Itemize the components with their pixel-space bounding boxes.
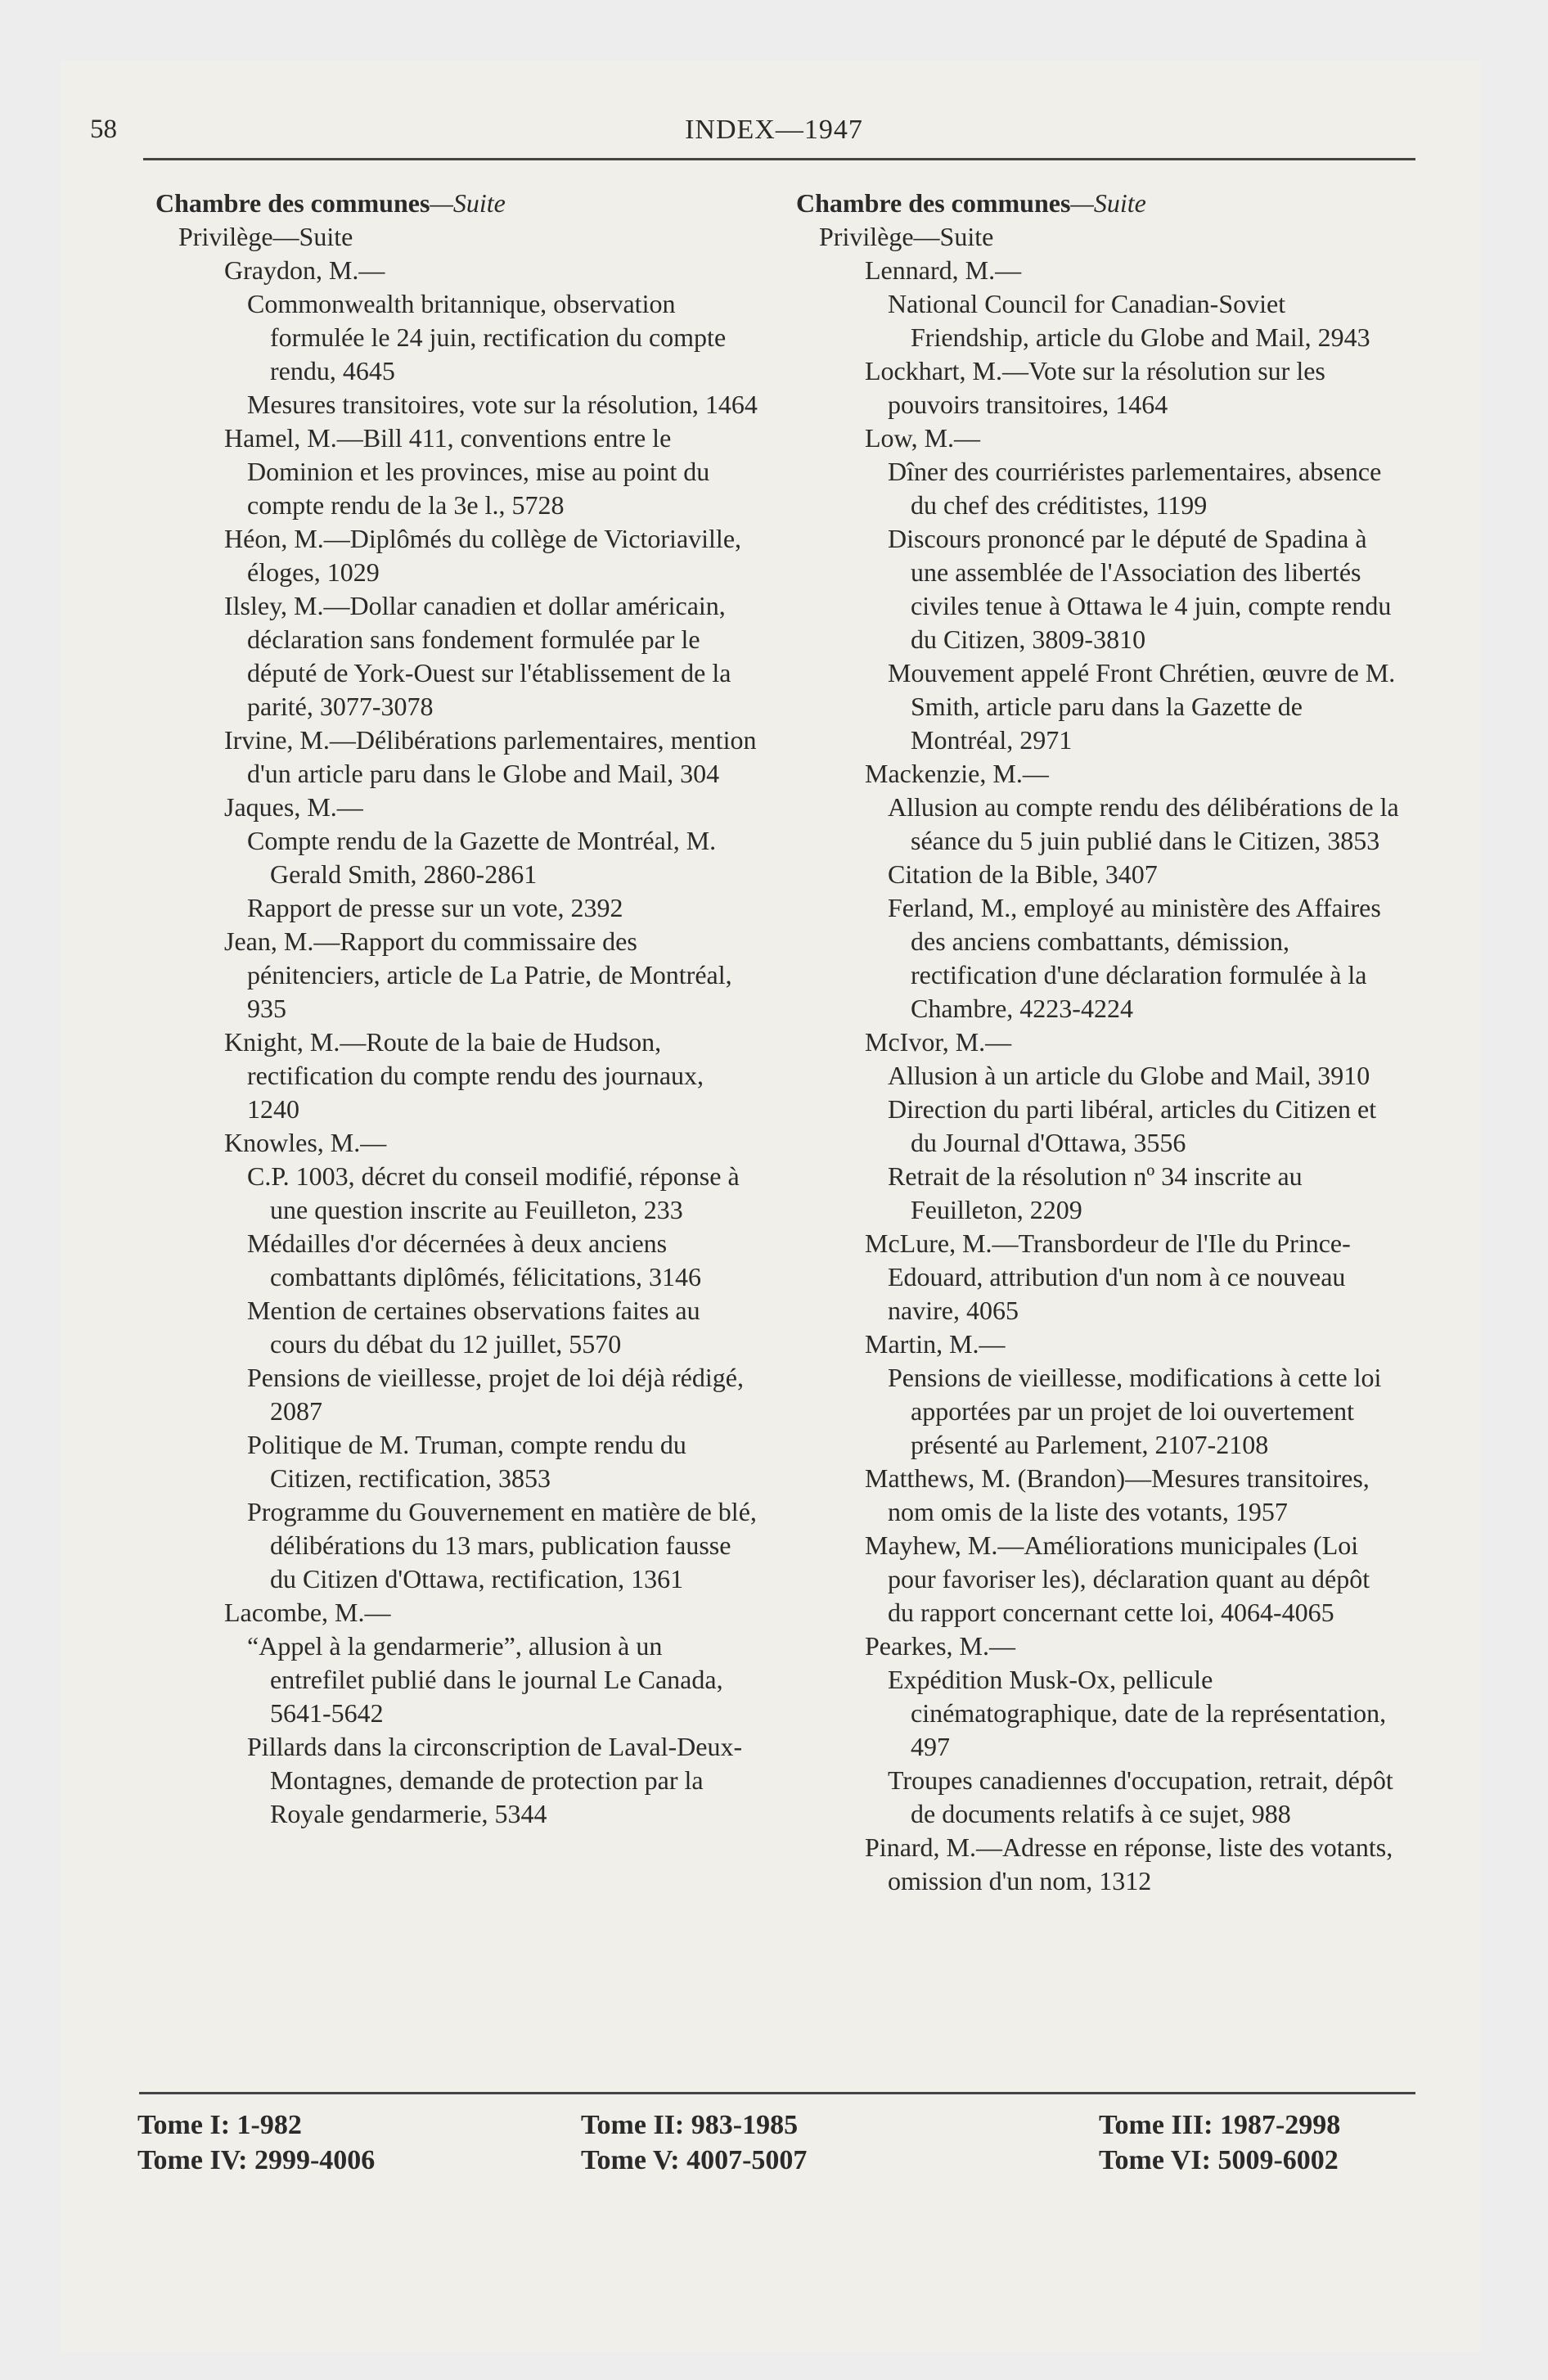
index-entry: Dîner des courriéristes parlementaires, absence du chef des créditistes, 1199: [888, 457, 1382, 520]
index-entry: Expédition Musk-Ox, pellicule cinématographique, date de la représentation, 497: [888, 1665, 1387, 1761]
index-entry: Graydon, M.—: [224, 255, 385, 285]
volume-range: Tome IV: 2999-4006: [137, 2145, 376, 2175]
volume-range: Tome VI: 5009-6002: [1099, 2145, 1339, 2175]
index-entry: Mesures transitoires, vote sur la résolution, 1464: [247, 390, 758, 419]
heading-suffix: —Suite: [430, 188, 506, 218]
index-entry: Jean, M.—Rapport du commissaire des pénitenciers, article de La Patrie, de Montréal, 935: [224, 926, 732, 1023]
index-entry: Low, M.—: [865, 423, 981, 453]
index-entry: Pillards dans la circonscription de Laval-Deux-Montagnes, demande de protection par la Royale gendarmerie, 5344: [247, 1732, 743, 1828]
index-entry: Retrait de la résolution nº 34 inscrite au Feuilleton, 2209: [888, 1161, 1303, 1224]
volume-range: Tome II: 983-1985: [581, 2110, 799, 2140]
index-entry: Privilège—Suite: [178, 222, 353, 251]
index-entry: Programme du Gouvernement en matière de blé, délibérations du 13 mars, publication fausse du Citizen d'Ottawa, rectification, 1361: [247, 1497, 757, 1593]
index-entry: Héon, M.—Diplômés du collège de Victoriaville, éloges, 1029: [224, 524, 742, 587]
footer-rule: [139, 2092, 1415, 2094]
index-entry: McLure, M.—Transbordeur de l'Ile du Prince-Edouard, attribution d'un nom à ce nouveau navire, 4065: [865, 1228, 1351, 1325]
index-entry: Lacombe, M.—: [224, 1598, 391, 1627]
index-entry: Commonwealth britannique, observation formulée le 24 juin, rectification du compte rendu, 4645: [247, 289, 727, 385]
index-entry: Discours prononcé par le député de Spadina à une assemblée de l'Association des libertés civiles tenue à Ottawa le 4 juin, compte rendu du Citizen, 3809-3810: [888, 524, 1392, 654]
footer-volumes-1: [137, 2107, 375, 2178]
index-entry: Pensions de vieillesse, modifications à cette loi apportées par un projet de loi ouvertement présenté au Parlement, 2107-2108: [888, 1363, 1382, 1459]
heading-text: Chambre des communes: [796, 188, 1071, 218]
heading-text: Chambre des communes: [155, 188, 430, 218]
index-entry: Mention de certaines observations faites au cours du débat du 12 juillet, 5570: [247, 1296, 700, 1359]
index-entry: Direction du parti libéral, articles du Citizen et du Journal d'Ottawa, 3556: [888, 1094, 1377, 1157]
index-entry: Knight, M.—Route de la baie de Hudson, rectification du compte rendu des journaux, 1240: [224, 1027, 704, 1124]
index-entry: Knowles, M.—: [224, 1128, 387, 1157]
index-entry: Matthews, M. (Brandon)—Mesures transitoires, nom omis de la liste des votants, 1957: [865, 1463, 1370, 1526]
index-entry: “Appel à la gendarmerie”, allusion à un entrefilet publié dans le journal Le Canada, 5641-5642: [247, 1631, 723, 1728]
entry-list: [155, 220, 761, 1831]
index-entry: Politique de M. Truman, compte rendu du Citizen, rectification, 3853: [247, 1430, 686, 1493]
index-entry: Pensions de vieillesse, projet de loi déjà rédigé, 2087: [247, 1363, 744, 1426]
index-entry: Rapport de presse sur un vote, 2392: [247, 893, 623, 922]
index-entry: Pearkes, M.—: [865, 1631, 1015, 1661]
index-entry: Hamel, M.—Bill 411, conventions entre le Dominion et les provinces, mise au point du compte rendu de la 3e l., 5728: [224, 423, 710, 520]
index-entry: Lennard, M.—: [865, 255, 1022, 285]
index-entry: Ferland, M., employé au ministère des Affaires des anciens combattants, démission, rectification d'une déclaration formulée à la Chambre, 4223-4224: [888, 893, 1381, 1023]
volume-range: Tome III: 1987-2998: [1099, 2110, 1341, 2140]
index-column-left: [155, 187, 761, 1831]
index-entry: Pinard, M.—Adresse en réponse, liste des votants, omission d'un nom, 1312: [865, 1832, 1393, 1895]
index-entry: Allusion à un article du Globe and Mail, 3910: [888, 1061, 1370, 1090]
running-title: INDEX—1947: [685, 115, 863, 145]
index-entry: Citation de la Bible, 3407: [888, 859, 1158, 889]
index-entry: Médailles d'or décernées à deux anciens combattants diplômés, félicitations, 3146: [247, 1228, 702, 1291]
section-heading: [155, 187, 761, 220]
index-column-right: [796, 187, 1402, 1898]
index-entry: Privilège—Suite: [819, 222, 994, 251]
index-entry: C.P. 1003, décret du conseil modifié, réponse à une question inscrite au Feuilleton, 233: [247, 1161, 740, 1224]
index-entry: Troupes canadiennes d'occupation, retrait, dépôt de documents relatifs à ce sujet, 988: [888, 1765, 1393, 1828]
index-entry: Ilsley, M.—Dollar canadien et dollar américain, déclaration sans fondement formulée par le député de York-Ouest sur l'établissement de la parité, 3077-3078: [224, 591, 731, 721]
index-entry: Mackenzie, M.—: [865, 759, 1049, 788]
index-entry: Lockhart, M.—Vote sur la résolution sur les pouvoirs transitoires, 1464: [865, 356, 1325, 419]
page-number: 58: [90, 115, 117, 144]
index-entry: Irvine, M.—Délibérations parlementaires, mention d'un article paru dans le Globe and Mail, 304: [224, 725, 757, 788]
section-heading: [796, 187, 1402, 220]
index-entry: Mayhew, M.—Améliorations municipales (Loi pour favoriser les), déclaration quant au dépôt du rapport concernant cette loi, 4064-4065: [865, 1530, 1370, 1627]
volume-range: Tome I: 1-982: [137, 2110, 302, 2140]
footer-volumes-3: [1099, 2107, 1340, 2178]
volume-range: Tome V: 4007-5007: [581, 2145, 808, 2175]
header-rule: [143, 158, 1415, 160]
index-entry: Allusion au compte rendu des délibérations de la séance du 5 juin publié dans le Citizen, 3853: [888, 792, 1399, 855]
footer-volumes-2: [581, 2107, 807, 2178]
index-entry: McIvor, M.—: [865, 1027, 1012, 1057]
index-entry: Mouvement appelé Front Chrétien, œuvre de M. Smith, article paru dans la Gazette de Montréal, 2971: [888, 658, 1396, 755]
index-entry: Martin, M.—: [865, 1329, 1006, 1359]
entry-list: [796, 220, 1402, 1898]
index-entry: National Council for Canadian-Soviet Friendship, article du Globe and Mail, 2943: [888, 289, 1370, 352]
heading-suffix: —Suite: [1070, 188, 1146, 218]
index-entry: Compte rendu de la Gazette de Montréal, M. Gerald Smith, 2860-2861: [247, 826, 717, 889]
index-entry: Jaques, M.—: [224, 792, 363, 822]
